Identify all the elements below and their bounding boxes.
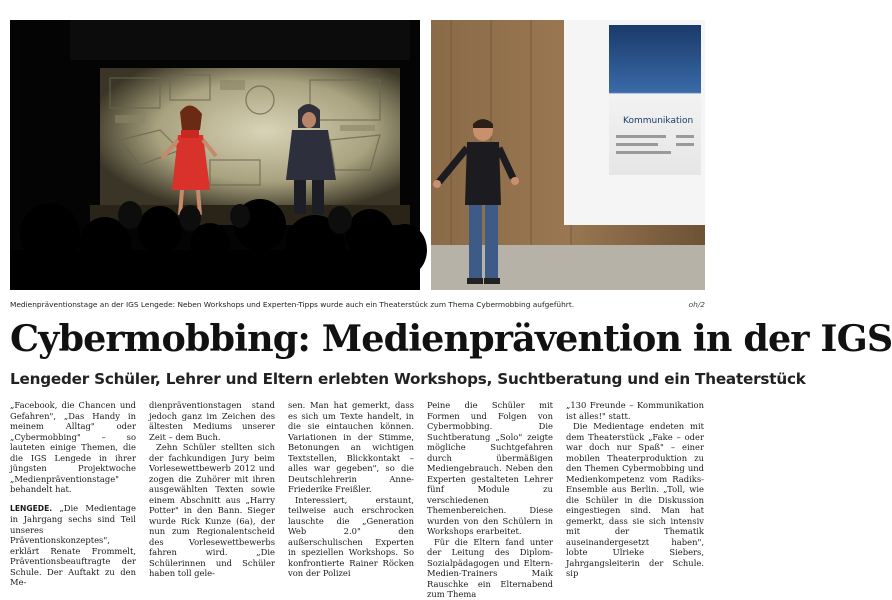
article-text: Die Medientage endeten mit dem Theaterstück „Fake – oder war doch nur Spaß" – einer mobilen Theaterproduktion zu den Themen Cybermobbing und Medienkompetenz vom Radiks-Ensemble aus Berlin. „Toll, wie die Schüler in die Diskussion eingestiegen sind. Man hat gemerkt, dass sie sich intensiv mit der Thematik auseinandergesetzt haben", lobte Ulrieke Siebers, Jahrgangsleiterin der Schule. <box>566 421 704 568</box>
article-subheadline: Lengeder Schüler, Lehrer und Eltern erlebten Workshops, Suchtberatung und ein Theaterstück <box>10 370 806 388</box>
article-column-3 <box>288 400 414 579</box>
article-paragraph: sen. Man hat gemerkt, dass es sich um Texte handelt, in die sie eintauchen können. Variationen in der Stimme, Betonungen an wichtigen Textstellen, Blickkontakt – alles war gegeben", so die Deutschlehrerin Anne-Friederike Freißler. <box>288 400 414 494</box>
article-column-2 <box>149 400 275 579</box>
article-paragraph: Für die Eltern fand unter der Leitung des Diplom-Sozialpädagogen und Eltern-Medien-Trainers Maik Rauschke ein Elternabend zum Thema <box>427 536 553 599</box>
article-text: „Die Medientage in Jahrgang sechs sind Teil unseres Präventionskonzeptes", erklärt Renate Frommelt, Präventionsbeauftragte der Schule. Der Auftakt zu den Me- <box>10 502 136 587</box>
author-signature: sip <box>566 568 579 578</box>
article-column-4 <box>427 400 553 600</box>
article-paragraph: Peine die Schüler mit Formen und Folgen von Cybermobbing. Die Suchtberatung „Solo" zeigte mögliche Suchtgefahren durch übermäßigen Mediengebrauch. Neben den Experten gestalteten Lehrer fünf Module zu verschiedenen Themenbereichen. Diese wurden von den Schülern in Workshops erarbeitet. <box>427 400 553 536</box>
article-paragraph: „Facebook, die Chancen und Gefahren", „Das Handy in meinem Alltag" oder „Cybermobbing" – so lauteten einige Themen, die die IGS Lengede in ihrer jüngsten Projektwoche „Medienpräventionstage" behandelt hat. <box>10 400 136 494</box>
article-paragraph: Zehn Schüler stellten sich der fachkundigen Jury beim Vorlesewettbewerb 2012 und zogen die Zuhörer mit ihren ausgewählten Texten sowie einem Abschnitt aus „Harry Potter" in den Bann. Sieger wurde Rick Kunze (6a), der nun zum Regionalentscheid des Vorlesewettbewerbs fahren wird. „Die Schülerinnen und Schüler haben toll gele- <box>149 442 275 578</box>
article-paragraph: dienpräventionstagen stand jedoch ganz im Zeichen des ältesten Mediums unserer Zeit – dem Buch. <box>149 400 275 442</box>
photo-credit: oh/2 <box>688 300 705 309</box>
article-paragraph <box>10 503 136 588</box>
speaker-illustration <box>431 20 705 290</box>
article-paragraph: „130 Freunde – Kommunikation ist alles!" statt. <box>566 400 704 421</box>
theater-stage-photo <box>10 20 420 290</box>
theater-stage-illustration <box>10 20 420 290</box>
article-column-1 <box>10 400 136 588</box>
article-headline: Cybermobbing: Medienprävention in der IGS <box>10 317 892 360</box>
slide-title-text: Kommunikation <box>623 116 694 126</box>
photo-caption: Medienpräventionstage an der IGS Lengede: Neben Workshops und Experten-Tipps wurde auch ein Theaterstück zum Thema Cybermobbing aufgeführt. <box>10 300 575 309</box>
article-column-5 <box>566 400 704 579</box>
article-paragraph <box>566 421 704 579</box>
dateline-label: LENGEDE. <box>10 503 53 513</box>
speaker-presentation-photo <box>431 20 705 290</box>
article-paragraph: Interessiert, erstaunt, teilweise auch erschrocken lauschte die „Generation Web 2.0" den außerschulischen Experten in speziellen Workshops. So konfrontierte Rainer Röcken von der Polizei <box>288 494 414 578</box>
